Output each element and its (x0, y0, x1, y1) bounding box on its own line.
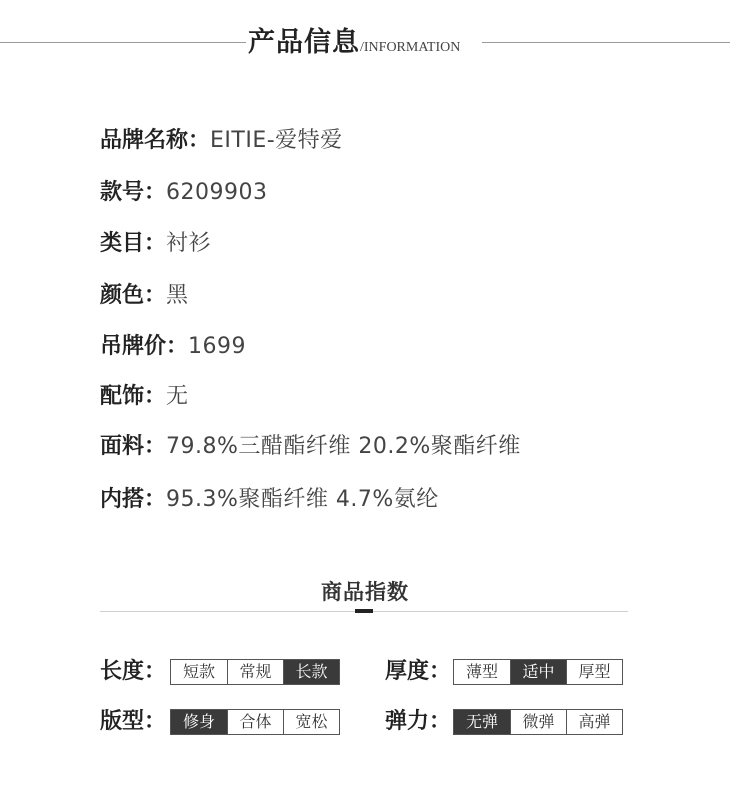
info-label: 款号： (100, 180, 167, 205)
info-label: 颜色： (100, 283, 167, 308)
index-label: 版型： (100, 709, 167, 734)
info-label: 配饰： (100, 384, 167, 409)
indices-title: 商品指数 (321, 580, 409, 604)
option-regular: 常规 (227, 660, 283, 684)
info-row-style-number (100, 178, 268, 208)
index-options (453, 709, 623, 735)
info-label: 品牌名称： (100, 128, 211, 153)
info-label: 吊牌价： (100, 334, 189, 359)
section-header (248, 20, 460, 59)
header-rule-left (0, 42, 246, 43)
info-value: EITIE-爱特爱 (210, 128, 343, 153)
option-thick: 厚型 (566, 660, 622, 684)
option-short: 短款 (171, 660, 227, 684)
option-thin: 薄型 (454, 660, 510, 684)
info-row-price (100, 332, 246, 362)
option-no-stretch-selected: 无弹 (454, 710, 510, 734)
info-value: 1699 (188, 334, 247, 359)
index-options (170, 659, 340, 685)
header-rule-right (482, 42, 730, 43)
info-row-fabric (100, 432, 521, 462)
info-label: 类目： (100, 231, 167, 256)
option-loose: 宽松 (283, 710, 339, 734)
indices-divider-mark (355, 609, 373, 613)
index-options (170, 709, 340, 735)
info-value: 衬衫 (166, 231, 212, 256)
option-medium-selected: 适中 (510, 660, 566, 684)
info-row-brand (100, 126, 343, 156)
info-label: 内搭： (100, 487, 167, 512)
page-title: 产品信息 (248, 27, 360, 58)
option-slim-selected: 修身 (171, 710, 227, 734)
option-slight-stretch: 微弹 (510, 710, 566, 734)
index-label: 弹力： (385, 709, 452, 734)
index-options (453, 659, 623, 685)
info-value: 无 (166, 384, 189, 409)
option-high-stretch: 高弹 (566, 710, 622, 734)
info-row-category (100, 229, 211, 259)
index-label: 厚度： (385, 659, 452, 684)
option-fitted: 合体 (227, 710, 283, 734)
info-label: 面料： (100, 434, 167, 459)
page-subtitle: /INFORMATION (360, 40, 461, 55)
index-label: 长度： (100, 659, 167, 684)
info-value: 黑 (166, 283, 189, 308)
option-long-selected: 长款 (283, 660, 339, 684)
info-row-color (100, 281, 189, 311)
info-value: 79.8%三醋酯纤维 20.2%聚酯纤维 (166, 434, 521, 459)
info-row-accessories (100, 382, 189, 412)
info-value: 6209903 (166, 180, 268, 205)
info-value: 95.3%聚酯纤维 4.7%氨纶 (166, 487, 439, 512)
info-row-lining (100, 485, 439, 515)
